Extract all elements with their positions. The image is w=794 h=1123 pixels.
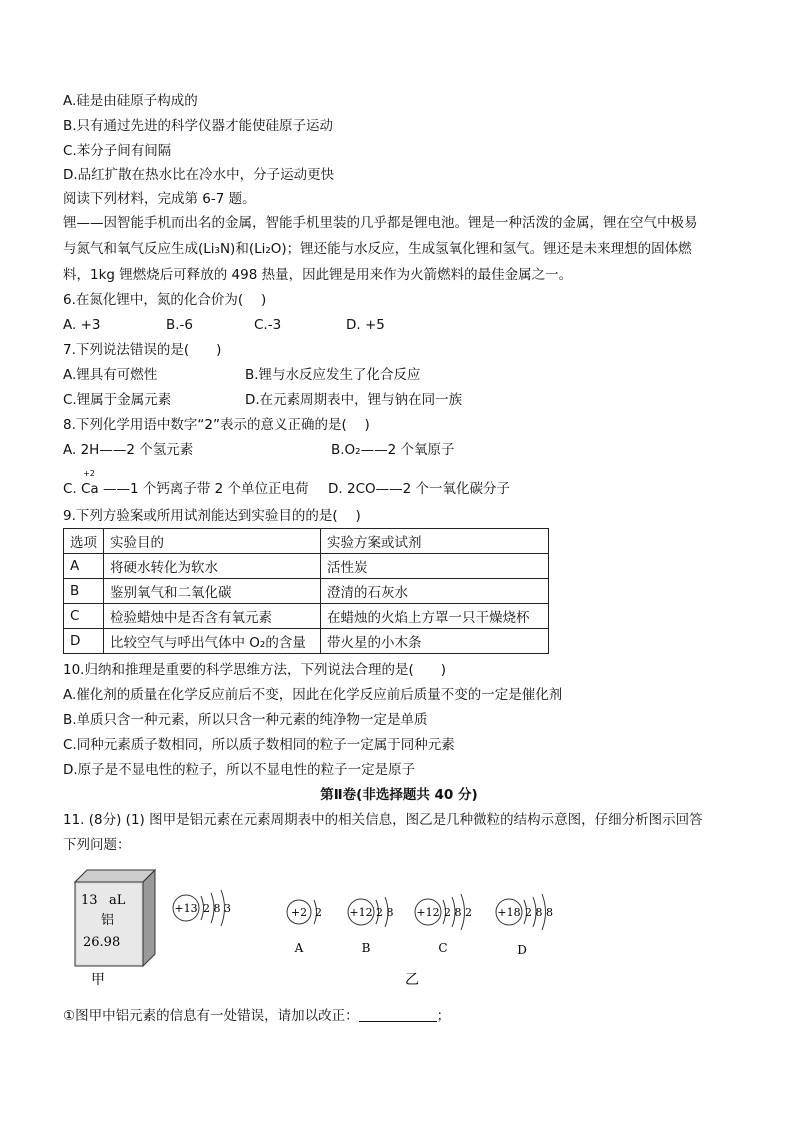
element-cell-diagram xyxy=(75,870,155,966)
header-option: 选项 xyxy=(64,529,104,554)
q8-c-superscript: +2 xyxy=(83,469,95,478)
label-yi: 乙 xyxy=(405,972,419,988)
aluminum-atom-diagram xyxy=(173,890,231,926)
q6-stem: 6.在氮化锂中，氮的化合价为( ) xyxy=(63,292,267,308)
q11-stem-line-1: 11. (8分) (1) 图甲是铝元素在元素周期表中的相关信息，图乙是几种微粒的结构示意图，仔细分析图示回答 xyxy=(63,812,703,828)
q8-option-a: A. 2H——2 个氢元素 xyxy=(63,442,194,458)
cell-symbol: aL xyxy=(109,893,126,908)
experiment-table xyxy=(63,528,549,654)
cell-method: 澄清的石灰水 xyxy=(321,579,549,604)
particle-c-nucleus: +12 xyxy=(416,906,440,919)
q7-option-d: D.在元素周期表中，锂与钠在同一族 xyxy=(245,392,463,408)
header-method: 实验方案或试剂 xyxy=(321,529,549,554)
particle-c-diagram xyxy=(415,894,472,955)
q7-option-c: C.锂属于金属元素 xyxy=(63,392,172,408)
q11-sub1 xyxy=(63,1007,450,1025)
cell-purpose: 将硬水转化为软水 xyxy=(104,554,321,579)
table-header-row xyxy=(64,529,549,554)
q5-option-d: D.品红扩散在热水比在冷水中，分子运动更快 xyxy=(63,167,335,183)
particle-d-nucleus: +18 xyxy=(497,906,521,919)
q5-option-c: C.苯分子间有间隔 xyxy=(63,143,172,159)
cell-option: B xyxy=(64,579,104,604)
particle-d-label: D xyxy=(517,943,527,957)
q6-option-a: A. +3 xyxy=(63,317,101,333)
q10-stem: 10.归纳和推理是重要的科学思维方法，下列说法合理的是( ) xyxy=(63,662,447,678)
cell-purpose: 检验蜡烛中是否含有氧元素 xyxy=(104,604,321,629)
particle-a-label: A xyxy=(294,941,304,955)
q8-option-d: D. 2CO——2 个一氧化碳分子 xyxy=(328,481,510,497)
particle-d-shells: 2 8 8 xyxy=(525,906,553,919)
cell-purpose: 鉴别氧气和二氧化碳 xyxy=(104,579,321,604)
q10-option-d: D.原子是不显电性的粒子，所以不显电性的粒子一定是原子 xyxy=(63,762,416,778)
q10-option-a: A.催化剂的质量在化学反应前后不变，因此在化学反应前后质量不变的一定是催化剂 xyxy=(63,687,563,703)
particle-a-nucleus: +2 xyxy=(290,906,308,919)
particle-a-diagram xyxy=(287,900,322,955)
q11-sub1-end: ； xyxy=(436,1008,451,1024)
particle-b-shells: 2 8 xyxy=(376,906,394,919)
table-row xyxy=(64,629,549,654)
cell-option: A xyxy=(64,554,104,579)
particle-b-nucleus: +12 xyxy=(349,906,373,919)
q9-stem: 9.下列方验案或所用试剂能达到实验目的的是( ) xyxy=(63,508,361,524)
q10-option-b: B.单质只含一种元素，所以只含一种元素的纯净物一定是单质 xyxy=(63,712,428,728)
particle-b-diagram xyxy=(348,897,394,955)
q8-option-b: B.O₂——2 个氧原子 xyxy=(331,442,455,458)
answer-blank[interactable] xyxy=(359,1007,437,1022)
q5-option-b: B.只有通过先进的科学仪器才能使硅原子运动 xyxy=(63,118,334,134)
q6-option-b: B.-6 xyxy=(166,317,194,333)
section-title: 第Ⅱ卷(非选择题共 40 分) xyxy=(320,787,478,803)
q5-option-a: A.硅是由硅原子构成的 xyxy=(63,93,198,109)
particle-b-label: B xyxy=(361,941,371,955)
reading-intro: 阅读下列材料，完成第 6-7 题。 xyxy=(63,191,256,207)
material-line-2: 与氮气和氧气反应生成(Li₃N)和(Li₂O)；锂还能与水反应，生成氢氧化锂和氢气。锂还是未来理想的固体燃 xyxy=(63,241,692,257)
particle-c-label: C xyxy=(438,941,448,955)
q6-option-d: D. +5 xyxy=(346,317,385,333)
table-row xyxy=(64,579,549,604)
q8-option-c: C. Ca ——1 个钙离子带 2 个单位正电荷 xyxy=(63,481,309,497)
cell-option: D xyxy=(64,629,104,654)
q7-stem: 7.下列说法错误的是( ) xyxy=(63,342,222,358)
q11-sub1-text: ①图甲中铝元素的信息有一处错误，请加以改正： xyxy=(63,1008,359,1024)
label-jia: 甲 xyxy=(91,972,105,988)
cell-atomic-number: 13 xyxy=(81,893,98,908)
q6-option-c: C.-3 xyxy=(254,317,282,333)
particle-d-diagram xyxy=(496,894,553,957)
cell-atomic-mass: 26.98 xyxy=(83,935,121,950)
particle-c-shells: 2 8 2 xyxy=(444,906,472,919)
table-row xyxy=(64,604,549,629)
cell-element-name: 铝 xyxy=(101,913,115,928)
material-line-3: 料，1kg 锂燃烧后可释放的 498 热量，因此锂是用来作为火箭燃料的最佳金属之一。 xyxy=(63,267,573,283)
cell-method: 活性炭 xyxy=(321,554,549,579)
cell-purpose: 比较空气与呼出气体中 O₂的含量 xyxy=(104,629,321,654)
cell-option: C xyxy=(64,604,104,629)
al-nucleus-charge: +13 xyxy=(174,902,198,915)
material-line-1: 锂——因智能手机而出名的金属，智能手机里装的几乎都是锂电池。锂是一种活泼的金属，锂在空气中极易 xyxy=(63,215,698,231)
al-electron-shells: 2 8 3 xyxy=(203,902,231,915)
table-row xyxy=(64,554,549,579)
header-purpose: 实验目的 xyxy=(104,529,321,554)
atom-structure-figure xyxy=(63,860,735,992)
cell-method: 在蜡烛的火焰上方罩一只干燥烧杯 xyxy=(321,604,549,629)
q10-option-c: C.同种元素质子数相同，所以质子数相同的粒子一定属于同种元素 xyxy=(63,737,455,753)
q11-stem-line-2: 下列问题： xyxy=(63,837,131,853)
particle-a-shells: 2 xyxy=(315,906,322,919)
q8-stem: 8.下列化学用语中数字“2”表示的意义正确的是( ) xyxy=(63,417,370,433)
q7-option-b: B.锂与水反应发生了化合反应 xyxy=(245,367,421,383)
q7-option-a: A.锂具有可燃性 xyxy=(63,367,158,383)
cell-method: 带火星的小木条 xyxy=(321,629,549,654)
